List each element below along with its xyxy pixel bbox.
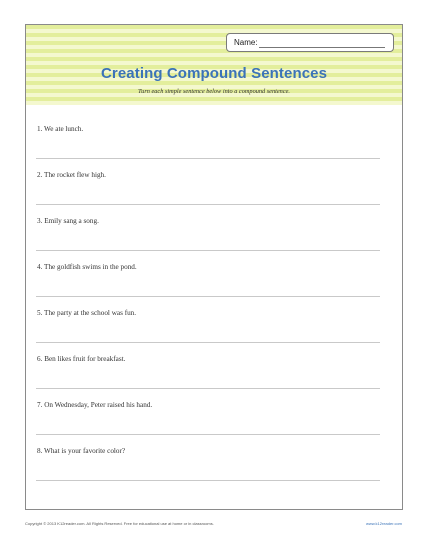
copyright-notice: Copyright © 2013 K12reader.com. All Rights Reserved. Free for educational use at home or in classrooms. [25, 521, 214, 526]
list-item [26, 289, 402, 335]
sentence-text: 7. On Wednesday, Peter raised his hand. [37, 401, 153, 409]
list-item [26, 105, 402, 151]
site-link[interactable]: www.k12reader.com [365, 521, 402, 526]
list-item [26, 427, 402, 473]
answer-line[interactable] [36, 480, 380, 481]
list-item [26, 381, 402, 427]
name-label: Name: [234, 38, 258, 47]
sentence-text: 2. The rocket flew high. [37, 171, 106, 179]
header-banner [26, 25, 402, 105]
sentence-text: 1. We ate lunch. [37, 125, 84, 133]
page-title: Creating Compound Sentences [100, 65, 328, 82]
list-item [26, 151, 402, 197]
name-field[interactable] [226, 33, 394, 52]
list-item [26, 243, 402, 289]
sentence-text: 8. What is your favorite color? [37, 447, 126, 455]
sentence-text: 6. Ben likes fruit for breakfast. [37, 355, 126, 363]
sentence-list [26, 105, 402, 473]
worksheet [25, 24, 403, 510]
list-item [26, 335, 402, 381]
name-write-line[interactable] [259, 47, 385, 48]
instructions: Turn each simple sentence below into a compound sentence. [138, 88, 290, 95]
list-item [26, 197, 402, 243]
sentence-text: 4. The goldfish swims in the pond. [37, 263, 137, 271]
sentence-text: 5. The party at the school was fun. [37, 309, 137, 317]
sentence-text: 3. Emily sang a song. [37, 217, 99, 225]
